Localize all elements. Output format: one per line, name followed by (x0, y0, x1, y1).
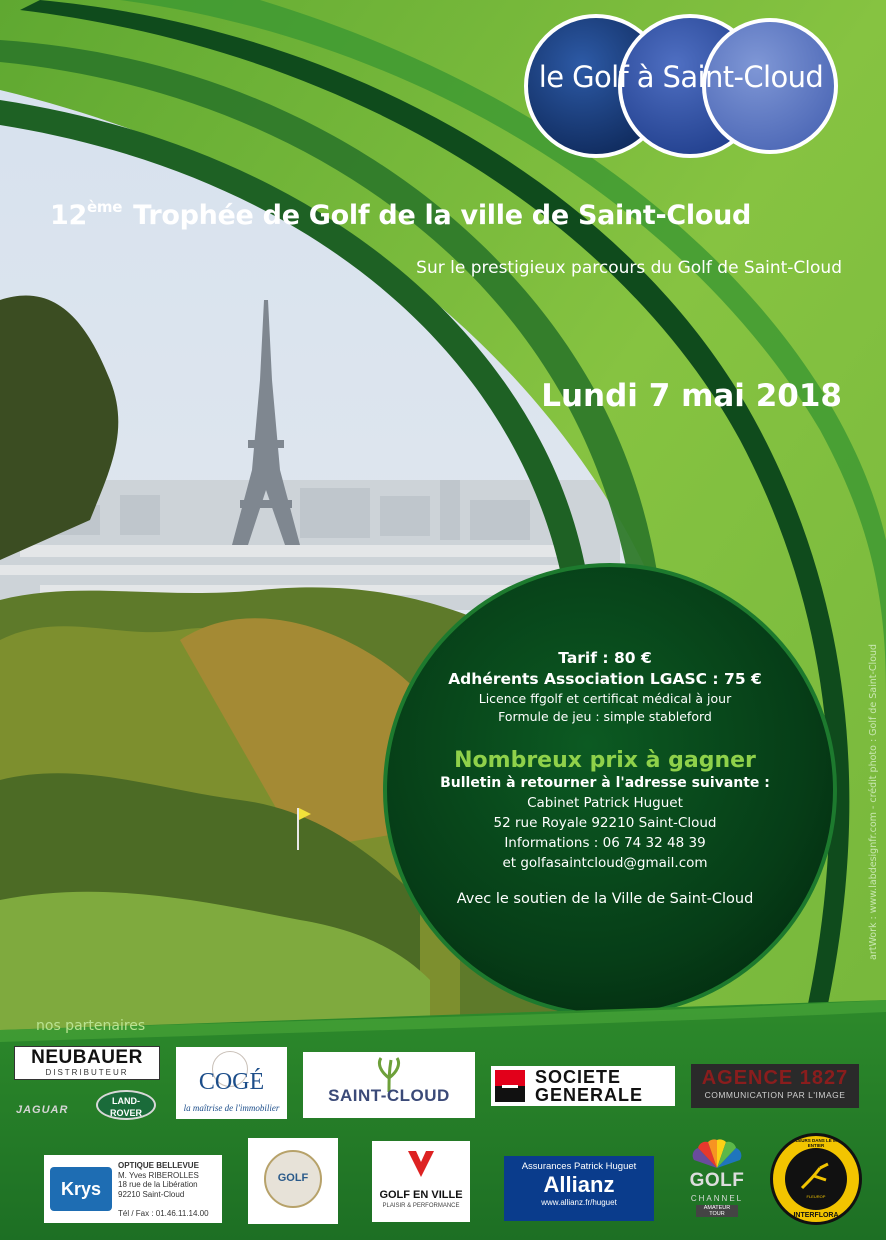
partner-interflora (770, 1133, 862, 1225)
agence-sub: COMMUNICATION PAR L'IMAGE (704, 1090, 846, 1100)
partners-label: nos partenaires (36, 1018, 146, 1034)
golf-en-ville-icon (406, 1149, 436, 1179)
tarif: Tarif : 80 € (558, 649, 652, 667)
address-name: Cabinet Patrick Huguet (527, 795, 683, 811)
allianz-top: Assurances Patrick Huguet (521, 1161, 637, 1172)
interflora-name: INTERFLORA (793, 1212, 839, 1219)
saint-cloud-name: SAINT-CLOUD (328, 1086, 450, 1105)
krys-address (118, 1161, 209, 1219)
title-text: Trophée de Golf de la ville de Saint-Cloud (133, 200, 752, 231)
event-title (50, 198, 751, 231)
peacock-icon (692, 1138, 742, 1170)
golf-channel-name: GOLF (689, 1170, 745, 1191)
phone-info: Informations : 06 74 32 48 39 (504, 835, 706, 851)
land-rover-line1: LAND (112, 1096, 137, 1106)
allianz-brand: Allianz (543, 1172, 615, 1197)
bulletin-note: Bulletin à retourner à l'adresse suivante : (440, 775, 770, 791)
address-street: 52 rue Royale 92210 Saint-Cloud (493, 815, 717, 831)
allianz-url: www.allianz.fr/huguet (541, 1198, 617, 1207)
coge-name: COGÉ (198, 1069, 265, 1095)
golf-inn-name: GOLF (277, 1172, 309, 1184)
event-subtitle: Sur le prestigieux parcours du Golf de Saint-Cloud (416, 258, 842, 278)
email-info: et golfasaintcloud@gmail.com (502, 855, 708, 871)
land-rover-line2: ROVER (109, 1108, 142, 1118)
event-date: Lundi 7 mai 2018 (541, 378, 842, 414)
neubauer-sub: DISTRIBUTEUR (45, 1068, 129, 1077)
krys-line3: 18 rue de la Libération (118, 1180, 198, 1189)
partner-coge (176, 1047, 287, 1119)
partner-ville-saint-cloud (303, 1052, 475, 1118)
interflora-small: FLEUROP (806, 1194, 826, 1199)
partner-golf-channel (684, 1138, 750, 1224)
land-rover-logo: LAND-ROVER (96, 1090, 156, 1120)
agence-name: AGENCE 1827 (701, 1067, 849, 1089)
krys-line2: M. Yves RIBEROLLES (118, 1170, 199, 1180)
sg-line1: SOCIETE (535, 1067, 622, 1087)
formule-note: Formule de jeu : simple stableford (498, 709, 712, 724)
prizes-heading: Nombreux prix à gagner (454, 748, 756, 773)
golf-channel-tour: AMATEUR TOUR (696, 1205, 738, 1217)
artwork-credit: artWork : www.labdesignfr.com - crédit photo : Golf de Saint-Cloud (868, 643, 879, 960)
sg-black-square (495, 1086, 525, 1102)
partner-allianz (504, 1156, 654, 1221)
partner-societe-generale (491, 1066, 675, 1106)
partner-golf-en-ville (372, 1141, 470, 1222)
partner-krys (44, 1155, 222, 1223)
jaguar-logo: JAGUAR (16, 1104, 69, 1116)
partner-neubauer (14, 1046, 160, 1126)
krys-line1: OPTIQUE BELLEVUE (118, 1161, 199, 1170)
sg-bar (502, 1085, 518, 1088)
coge-tagline: la maîtrise de l'immobilier (183, 1103, 280, 1113)
krys-line4: 92210 Saint-Cloud (118, 1189, 185, 1199)
info-disc (420, 648, 790, 907)
interflora-arc: DES FLEURS DANS LE MONDE ENTIER (782, 1138, 850, 1148)
golf-channel-sub: CHANNEL (690, 1194, 744, 1203)
organizer-name: le Golf à Saint-Cloud (538, 60, 824, 94)
golf-en-ville-sub: PLAISIR & PERFORMANCE (382, 1203, 460, 1209)
title-ordinal: 12 (50, 200, 87, 231)
partner-golf-inn (248, 1138, 338, 1224)
title-ordinal-suffix: ème (86, 198, 123, 216)
sg-red-square (495, 1070, 525, 1086)
golf-en-ville-name: GOLF EN VILLE (379, 1189, 463, 1201)
sg-line2: GENERALE (535, 1085, 644, 1105)
support-note: Avec le soutien de la Ville de Saint-Cloud (456, 891, 754, 907)
krys-line5: Tél / Fax : 01.46.11.14.00 (118, 1209, 209, 1218)
partner-agence-1827 (691, 1064, 859, 1108)
krys-brand: Krys (50, 1167, 112, 1211)
mercury-icon (796, 1158, 836, 1198)
tarif-members: Adhérents Association LGASC : 75 € (448, 670, 762, 688)
neubauer-name: NEUBAUER (31, 1047, 143, 1068)
licence-note: Licence ffgolf et certificat médical à jour (478, 691, 732, 706)
